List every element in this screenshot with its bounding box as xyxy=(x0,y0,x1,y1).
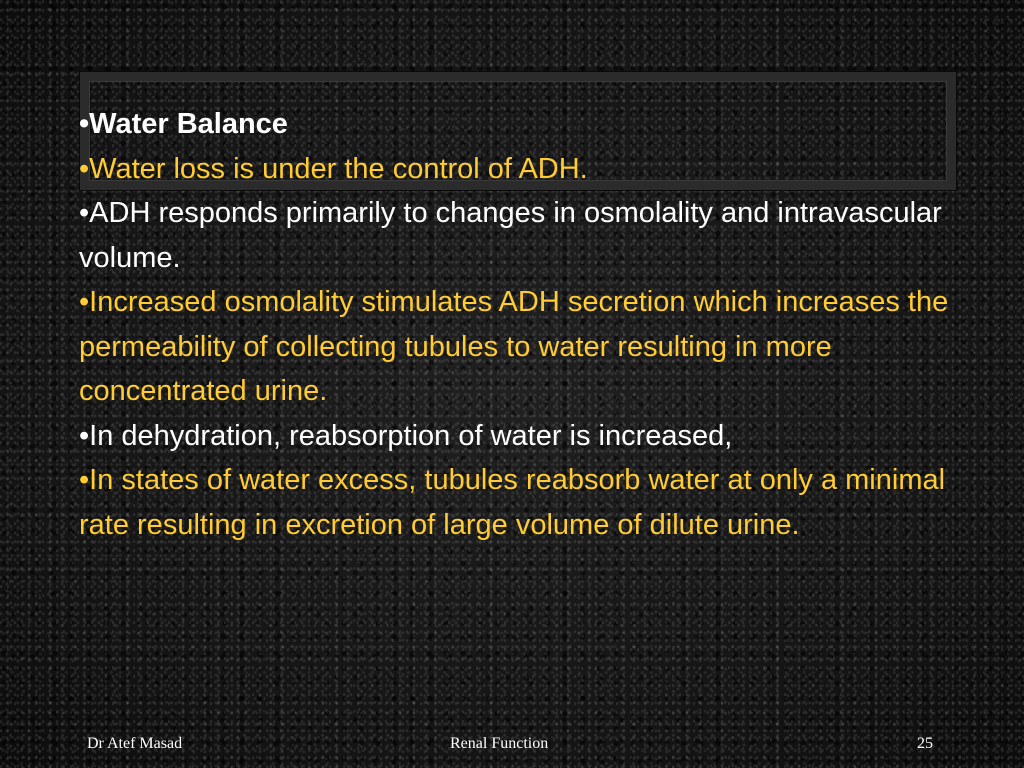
footer-page-number: 25 xyxy=(917,735,933,752)
footer-topic: Renal Function xyxy=(450,735,549,752)
bullet-increased-osmolality: •Increased osmolality stimulates ADH secretion which increases the permeability of collecting tubules to water resulting in more concentrated urine. xyxy=(79,286,949,407)
bullet-adh-responds: •ADH responds primarily to changes in osmolality and intravascular volume. xyxy=(79,197,942,274)
bullet-water-loss: •Water loss is under the control of ADH. xyxy=(79,152,588,185)
bullet-dehydration: •In dehydration, reabsorption of water is increased, xyxy=(79,419,733,452)
bullet-water-excess: •In states of water excess, tubules reabsorb water at only a minimal rate resulting in excretion of large volume of dilute urine. xyxy=(79,464,946,541)
slide-heading: •Water Balance xyxy=(79,108,288,140)
footer-author: Dr Atef Masad xyxy=(87,735,183,752)
slide-content xyxy=(79,102,959,547)
